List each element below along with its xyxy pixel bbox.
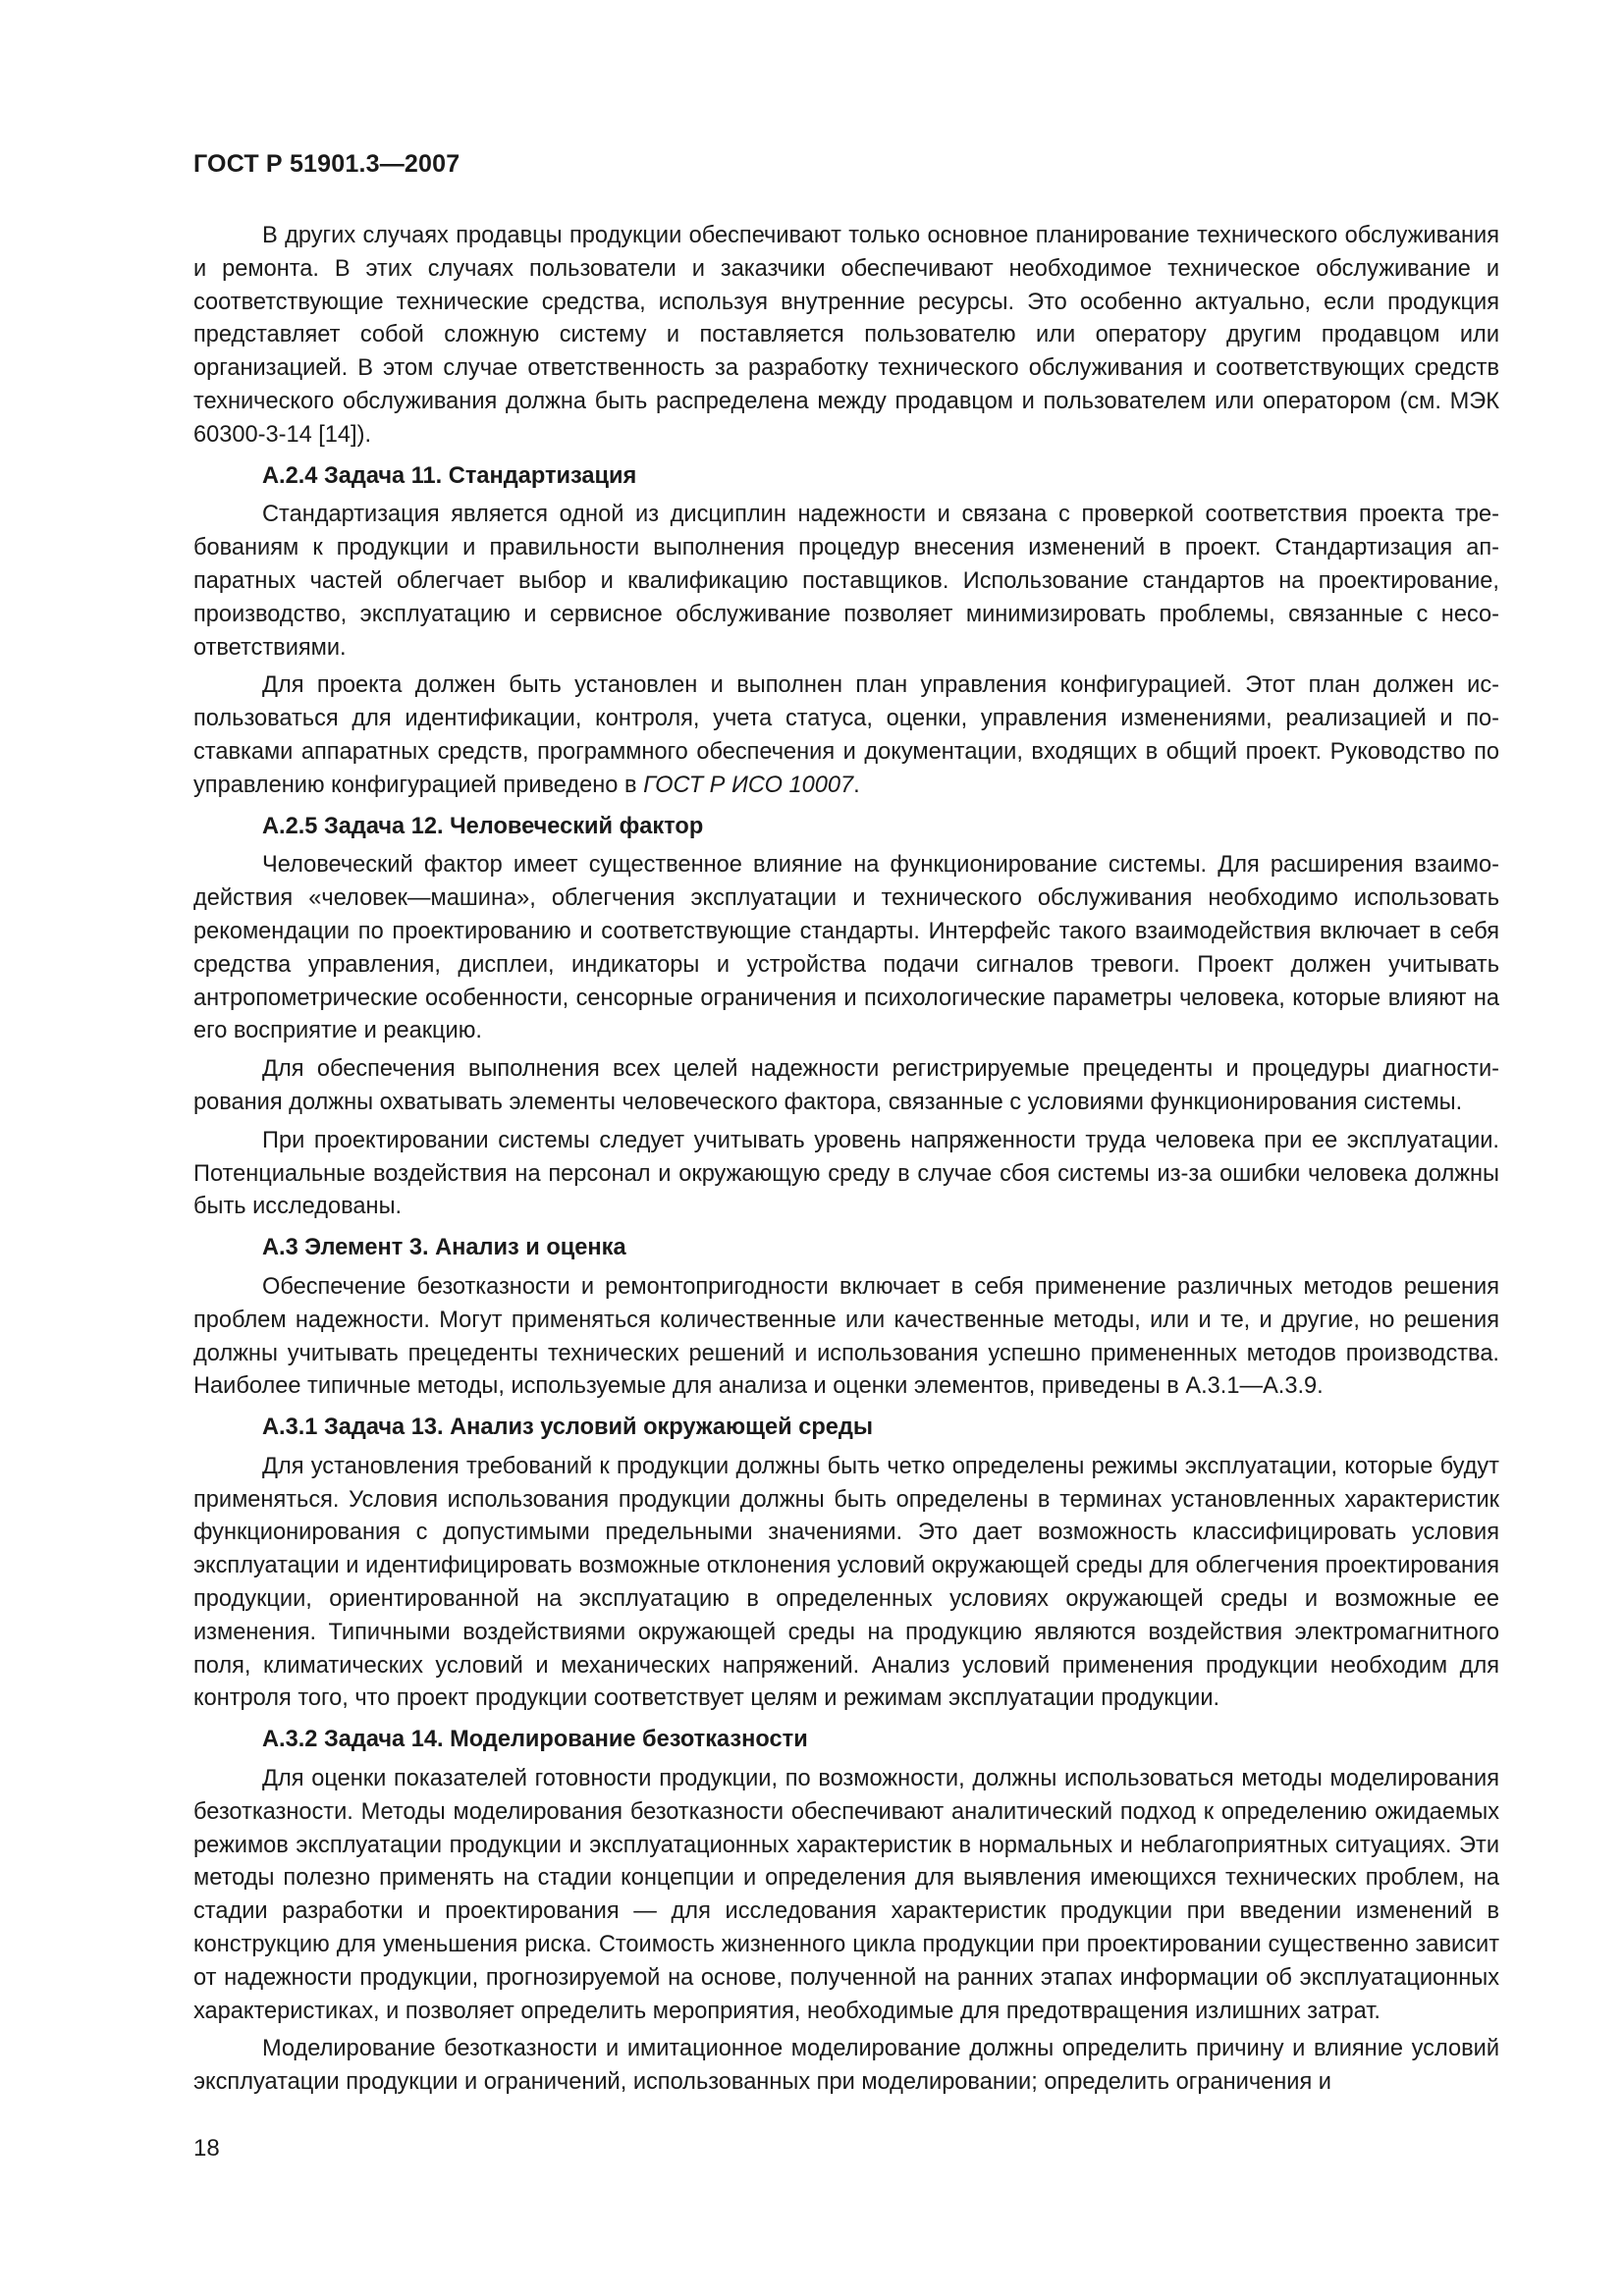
paragraph-standardization: Стандартизация является одной из дисциплин надежности и связана с проверкой соответствия проекта требованиям к продукции и правильности выполнения процедур внесения изменений в проект. Стандартизация аппаратных частей облегчает выбор и квалификацию поставщиков. Использование стандартов на проектирование, производство, эксплуатацию и сервисное обслуживание позволяет минимизировать проблемы, связанные с несоответствиями. bbox=[193, 502, 1499, 661]
paragraph-configuration-tail: . bbox=[853, 772, 860, 798]
heading-a31-environment: А.3.1 Задача 13. Анализ условий окружающей среды bbox=[262, 1415, 873, 1441]
paragraph-analysis-methods: Обеспечение безотказности и ремонтопригодности включает в себя применение различных методов решения проблем надежности. Могут применяться количественные или качественные методы, или и те, и другие, но решения должны учитывать прецеденты технических решений и использования успешно примененных методов производства. Наиболее типичные методы, используемые для анализа и оценки элементов, приведены в А.3.1—А.3.9. bbox=[193, 1273, 1499, 1400]
document-code-header: ГОСТ Р 51901.3—2007 bbox=[193, 150, 460, 178]
paragraph-environment: Для установления требований к продукции должны быть четко определены режимы эксплуатации, которые будут применяться. Условия использования продукции должны быть определены в терминах установленных характеристик функционирования с допустимыми предельными значениями. Это дает возможность классифицировать условия эксплуатации и идентифицировать возможные отклонения условий окружающей среды для облегчения проектирования продукции, ориентированной на эксплуатацию в определенных условиях окружающей среды и возможные ее изменения. Типичными воздействиями окружающей среды на продукцию являются воздействия электромагнитного поля, климатических условий и механических напряжений. Анализ условий применения продукции необходим для контроля того, что проект продукции соответствует целям и режимам эксплуатации продукции. bbox=[193, 1453, 1499, 1712]
paragraph-configuration-management bbox=[193, 669, 1499, 802]
standard-reference: ГОСТ Р ИСО 10007 bbox=[643, 772, 854, 798]
paragraph-human-factor: Человеческий фактор имеет существенное влияние на функционирование системы. Для расширения взаимодействия «человек—машина», облегчения эксплуатации и технического обслуживания необходимо использовать рекомендации по проектированию и соответствующие стандарты. Интерфейс такого взаимодействия включает в себя средства управления, дисплеи, индикаторы и устройства подачи сигналов тревоги. Проект должен учитывать антропометрические особенности, сенсорные ограничения и психологические параметры человека, которые влияют на его восприятие и реакцию. bbox=[193, 852, 1499, 1044]
document-page bbox=[193, 147, 1499, 2100]
heading-a25-human-factor: А.2.5 Задача 12. Человеческий фактор bbox=[262, 813, 704, 839]
document-body bbox=[193, 220, 1499, 2100]
paragraph-maintenance-planning: В других случаях продавцы продукции обеспечивают только основное планирование технического обслуживания и ремонта. В этих случаях пользователи и заказчики обеспечивают необходимое техническое обслуживание и соответствующие технические средства, используя внутренние ресурсы. Это особенно актуально, если продукция представляет собой сложную систему и поставляется пользователю или оператору другим продавцом или организацией. В этом случае ответственность за разработку технического обслуживания и соответствующих средств технического обслуживания должна быть распределена между продавцом и пользователем или оператором (см. МЭК 60300-3-14 [14]). bbox=[193, 223, 1499, 448]
paragraph-diagnostics: Для обеспечения выполнения всех целей надежности регистрируемые прецеденты и процедуры диагностирования должны охватывать элементы человеческого фактора, связанные с условиями функционирования системы. bbox=[193, 1056, 1499, 1115]
heading-a32-reliability-modeling: А.3.2 Задача 14. Моделирование безотказности bbox=[262, 1727, 808, 1753]
paragraph-configuration-text: Для проекта должен быть установлен и выполнен план управления конфигурацией. Этот план должен использоваться для идентификации, контроля, учета статуса, оценки, управления изменениями, реализацией и поставками аппаратных средств, программного обеспечения и документации, входящих в общий проект. Руководство по управлению конфигурацией приведено в bbox=[193, 672, 1499, 798]
paragraph-simulation: Моделирование безотказности и имитационное моделирование должны определить причину и влияние условий эксплуатации продукции и ограничений, использованных при моделировании; определить ограничения и bbox=[193, 2036, 1499, 2096]
paragraph-workload: При проектировании системы следует учитывать уровень напряженности труда человека при ее эксплуатации. Потенциальные воздействия на персонал и окружающую среду в случае сбоя системы из-за ошибки человека должны быть исследованы. bbox=[193, 1127, 1499, 1220]
paragraph-reliability-modeling: Для оценки показателей готовности продукции, по возможности, должны использоваться методы моделирования безотказности. Методы моделирования безотказности обеспечивают аналитический подход к определению ожидаемых режимов эксплуатации продукции и эксплуатационных характеристик в нормальных и неблагоприятных ситуациях. Эти методы полезно применять на стадии концепции и определения для выявления имеющихся технических проблем, на стадии разработки и проектирования — для исследования характеристик продукции при введении изменений в конструкцию для уменьшения риска. Стоимость жизненного цикла продукции при проектировании существенно зависит от надежности продукции, прогнозируемой на основе, полученной на ранних этапах информации об эксплуатационных характеристиках, и позволяет определить мероприятия, необходимые для предотвращения излишних затрат. bbox=[193, 1766, 1499, 2024]
heading-a3-analysis: А.3 Элемент 3. Анализ и оценка bbox=[262, 1235, 626, 1261]
heading-a24-standardization: А.2.4 Задача 11. Стандартизация bbox=[262, 462, 637, 489]
page-number: 18 bbox=[193, 2135, 220, 2162]
